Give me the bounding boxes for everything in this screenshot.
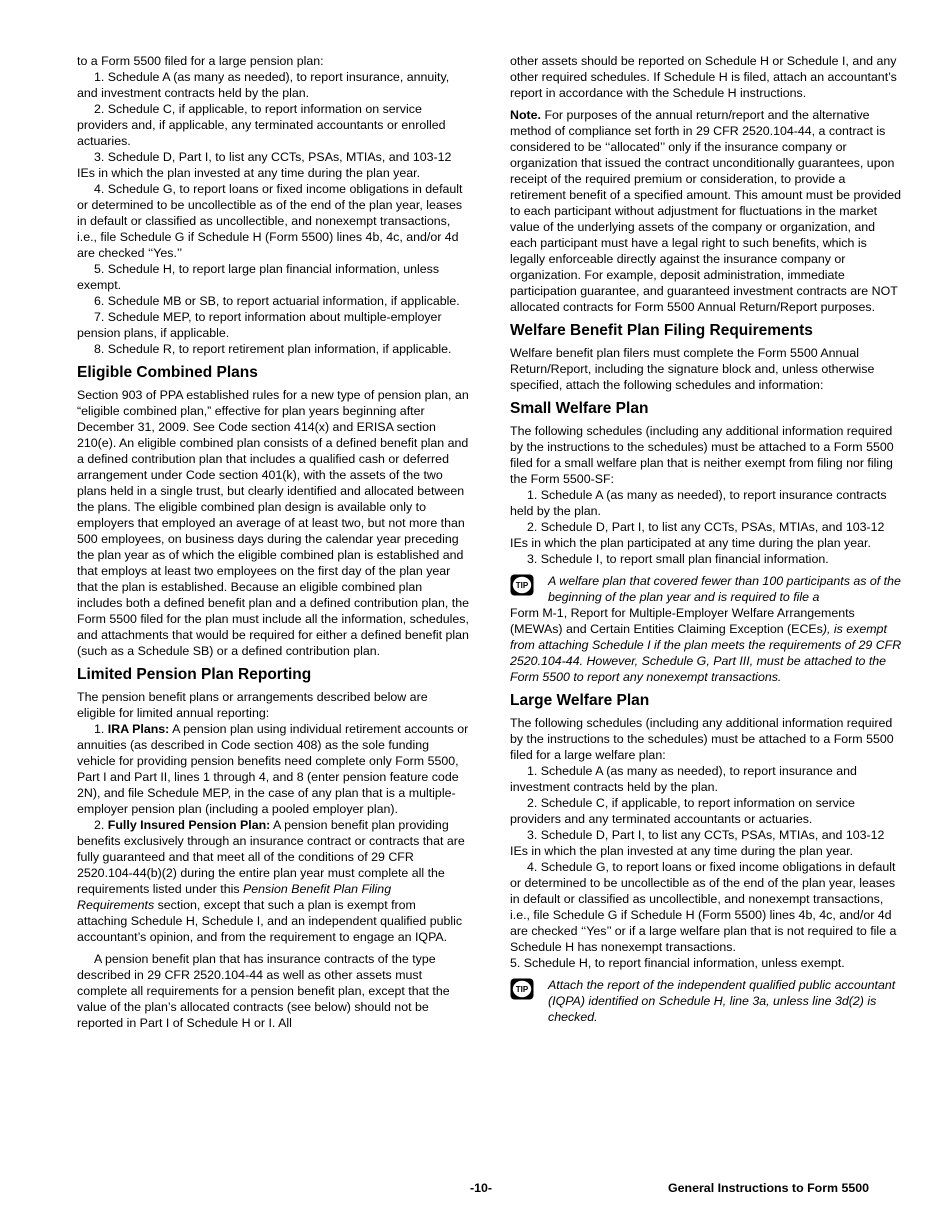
fi-italic-ref: Pension Benefit Plan Filing Requirements xyxy=(77,882,392,912)
list-item: 4. Schedule G, to report loans or fixed income obligations in default or determined to be uncollectible as of the end of the plan year, leases in default or classified as uncollectible, and nonexempt transactions, i.e., file Schedule G if Schedule H (Form 5500) lines 4b, 4c, and/or 4d are checked ‘‘Yes’’ or if a large welfare plan that is not required to file a Schedule H has nonexempt transactions. xyxy=(510,860,897,954)
tip-icon xyxy=(510,978,534,1000)
list-item: 1. Schedule A (as many as needed), to report insurance contracts held by the plan. xyxy=(510,488,887,518)
limited-intro-paragraph: The pension benefit plans or arrangements described below are eligible for limited annual reporting: xyxy=(77,690,428,720)
list-item: 5. Schedule H, to report large plan financial information, unless exempt. xyxy=(77,262,440,292)
welfare-paragraph: Welfare benefit plan filers must complete the Form 5500 Annual Return/Report, including the signature block and, unless otherwise specified, attach the following schedules and information: xyxy=(510,346,875,392)
insurance-contracts-paragraph: A pension benefit plan that has insurance contracts of the type described in 29 CFR 2520.104-44 as well as other assets must complete all requirements for a pension benefit plan, except that the value of the plan’s allocated contracts (see below) should not be reported in Part I of Schedule H or I. All xyxy=(77,952,450,1030)
tip2-text: Attach the report of the independent qualified public accountant (IQPA) identified on Schedule H, line 3a, unless line 3d(2) is checked. xyxy=(548,978,896,1024)
list-item: 2. Schedule C, if applicable, to report information on service providers and any terminated accountants or actuaries. xyxy=(510,796,855,826)
tip1-part-a: A welfare plan that covered fewer than 100 participants as of the beginning of the plan year and is required to file a xyxy=(548,574,901,604)
tip-icon-label: TIP xyxy=(515,581,529,591)
fully-insured-item xyxy=(77,817,469,945)
tip1-part-b: Form M-1, Report for Multiple-Employer Welfare Arrangements (MEWAs) and Certain Entities Claiming Exception (ECEs xyxy=(510,606,855,636)
heading-large-welfare: Large Welfare Plan xyxy=(510,692,650,709)
heading-welfare-filing: Welfare Benefit Plan Filing Requirements xyxy=(510,322,813,339)
ira-plans-item xyxy=(77,721,469,817)
list-item: 1. Schedule A (as many as needed), to report insurance and investment contracts held by the plan. xyxy=(510,764,857,794)
heading-small-welfare: Small Welfare Plan xyxy=(510,400,649,417)
note-paragraph xyxy=(510,107,902,315)
fi-text-1: A pension benefit plan providing benefits exclusively through an insurance contract or contracts that are fully guaranteed and that meet all of the conditions of 29 CFR 2520.104-44(b)(2) during the entire plan year must complete all the requirements listed under this xyxy=(77,818,465,896)
ira-text: A pension plan using individual retirement accounts or annuities (as described in Code section 408) as the sole funding vehicle for providing pension benefits need complete only Form 5500, Part I and Part II, lines 1 through 4, and 8 (enter pension feature code 2N), and file Schedule MEP, in the case of any plan that is a multiple-employer pension plan (including a pooled employer plan). xyxy=(77,722,469,816)
fi-number: 2. xyxy=(94,818,105,832)
list-item: 2. Schedule D, Part I, to list any CCTs, PSAs, MTIAs, and 103-12 IEs in which the plan participated at any time during the plan year. xyxy=(510,520,885,550)
list-item: 8. Schedule R, to report retirement plan information, if applicable. xyxy=(94,342,452,356)
list-item: 5. Schedule H, to report financial information, unless exempt. xyxy=(510,956,845,970)
tip-welfare-small xyxy=(510,573,902,685)
list-item: 2. Schedule C, if applicable, to report information on service providers and, if applicable, any terminated accountants or enrolled actuaries. xyxy=(77,102,446,148)
fi-text-2: section, except that such a plan is exempt from attaching Schedule H, Schedule I, and an independent qualified public accountant’s opinion, and from the requirement to engage an IQPA. xyxy=(77,898,463,944)
fi-label: Fully Insured Pension Plan: xyxy=(107,818,271,832)
footer-form-title: General Instructions to Form 5500 xyxy=(668,1181,870,1195)
left-column xyxy=(77,53,469,1031)
ira-number: 1. xyxy=(94,722,105,736)
list-item: 3. Schedule D, Part I, to list any CCTs, PSAs, MTIAs, and 103-12 IEs in which the plan invested at any time during the plan year. xyxy=(510,828,885,858)
ira-label: IRA Plans: xyxy=(107,722,170,736)
tip-icon xyxy=(510,574,534,596)
list-item: 3. Schedule I, to report small plan financial information. xyxy=(527,552,829,566)
note-label: Note. xyxy=(510,108,541,122)
small-welfare-paragraph: The following schedules (including any additional information required by the instructions to the schedules) must be attached to a Form 5500 filed for a small welfare plan that is neither exempt from filing nor filing the Form 5500-SF: xyxy=(510,424,894,486)
eligible-combined-paragraph: Section 903 of PPA established rules for a new type of pension plan, an “eligible combined plan,” effective for plan years beginning after December 31, 2009. See Code section 414(x) and ERISA section 210(e). An eligible combined plan consists of a defined benefit plan and a defined contribution plan that includes a qualified cash or deferred arrangement under Code section 401(k), with the assets of the two plans held in a single trust, but clearly identified and allocated between the plans. The eligible combined plan design is available only to employers that employed an average of at least two, but not more than 500 employees, on business days during the calendar year preceding the plan year as of which the eligible combined plan is established and that employs at least two employees on the first day of the plan year that the plan is established. Because an eligible combined plan includes both a defined benefit plan and a defined contribution plan, the Form 5500 filed for the plan must include all the information, schedules, and attachments that would be required for either a defined benefit plan (such as a Schedule SB) or a defined contribution plan. xyxy=(77,388,469,658)
list-item: 6. Schedule MB or SB, to report actuarial information, if applicable. xyxy=(94,294,460,308)
list-item: 4. Schedule G, to report loans or fixed income obligations in default or determined to be uncollectible as of the end of the plan year, leases in default or classified as uncollectible, and nonexempt transactions, i.e., file Schedule G if Schedule H (Form 5500) lines 4b, 4c, and/or 4d are checked ‘‘Yes.’’ xyxy=(77,182,463,260)
page-number: -10- xyxy=(470,1181,493,1195)
intro-text: to a Form 5500 filed for a large pension plan: xyxy=(77,54,324,68)
tip-icon-label: TIP xyxy=(515,985,529,995)
list-item: 1. Schedule A (as many as needed), to report insurance, annuity, and investment contracts held by the plan. xyxy=(77,70,450,100)
list-item: 7. Schedule MEP, to report information about multiple-employer pension plans, if applicable. xyxy=(77,310,442,340)
list-item: 3. Schedule D, Part I, to list any CCTs, PSAs, MTIAs, and 103-12 IEs in which the plan invested at any time during the plan year. xyxy=(77,150,452,180)
heading-limited-pension: Limited Pension Plan Reporting xyxy=(77,666,312,683)
right-column xyxy=(510,53,902,1025)
large-welfare-paragraph: The following schedules (including any additional information required by the instructions to the schedules) must be attached to a Form 5500 filed for a large welfare plan: xyxy=(510,716,894,762)
heading-eligible-combined-plans: Eligible Combined Plans xyxy=(77,364,258,381)
tip1-part-c: ), is exempt from attaching Schedule I if the plan meets the requirements of 29 CFR 2520.104-44. However, Schedule G, Part III, must be attached to the Form 5500 to report any nonexempt transactions. xyxy=(510,622,902,684)
note-text: For purposes of the annual return/report and the alternative method of compliance set forth in 29 CFR 2520.104-44, a contract is considered to be ‘‘allocated’’ only if the insurance company or organization that issued the contract unconditionally guarantees, upon receipt of the required premium or consideration, to provide a retirement benefit of a specified amount. This amount must be provided to each participant without adjustment for fluctuations in the market value of the underlying assets of the company or organization, and each participant must have a legal right to such benefits, which is legally enforceable directly against the insurance company or organization. For example, deposit administration, immediate participation guarantee, and guaranteed investment contracts are NOT allocated contracts for Form 5500 Annual Return/Report purposes. xyxy=(510,108,901,314)
continuation-paragraph: other assets should be reported on Schedule H or Schedule I, and any other required schedules. If Schedule H is filed, attach an accountant’s report in accordance with the Schedule H instructions. xyxy=(510,54,897,100)
tip-iqpa xyxy=(510,977,902,1025)
